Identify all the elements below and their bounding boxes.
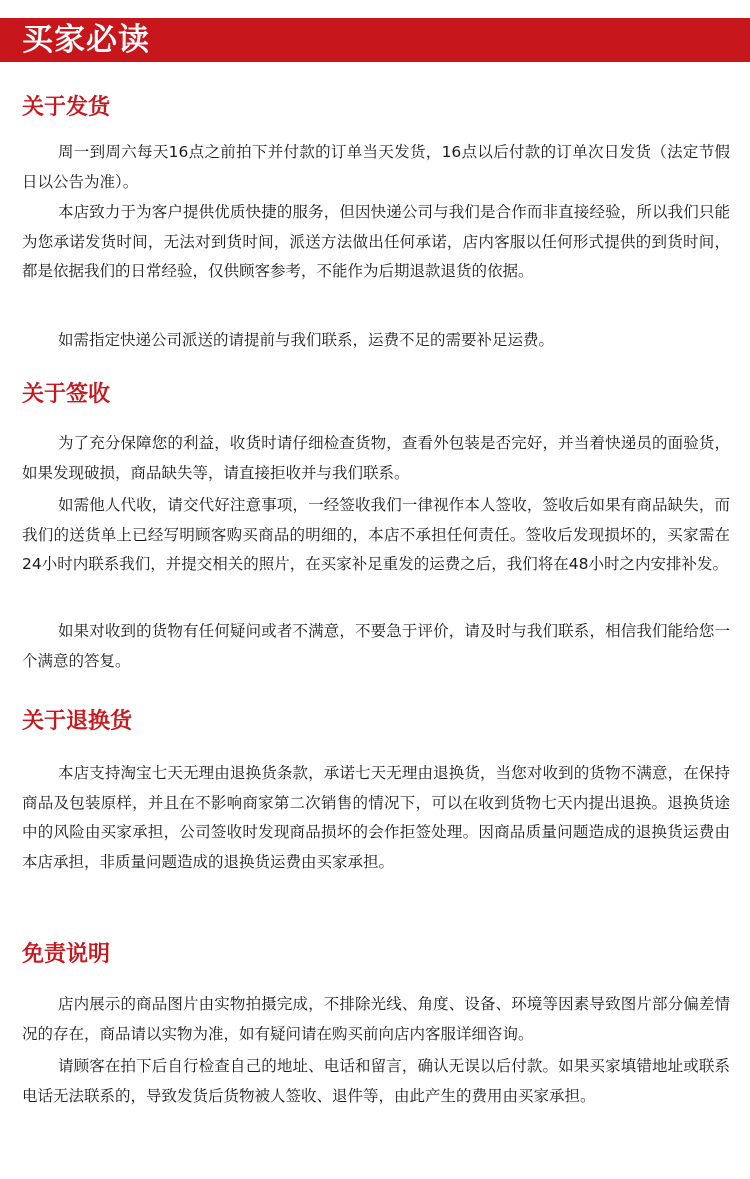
section-heading: 关于退换货 — [22, 709, 133, 734]
paragraph: 周一到周六每天16点之前拍下并付款的订单当天发货，16点以后付款的订单次日发货（法定节假日以公告为准）。 — [22, 143, 730, 191]
paragraph: 请顾客在拍下后自行检查自己的地址、电话和留言，确认无误以后付款。如果买家填错地址或联系电话无法联系的，导致发货后货物被人签收、退件等，由此产生的费用由买家承担。 — [22, 1057, 730, 1105]
section-heading: 关于签收 — [22, 382, 111, 407]
page-title: 买家必读 — [22, 22, 150, 58]
paragraph: 如需指定快递公司派送的请提前与我们联系，运费不足的需要补足运费。 — [58, 331, 555, 349]
paragraph: 店内展示的商品图片由实物拍摄完成，不排除光线、角度、设备、环境等因素导致图片部分偏差情况的存在，商品请以实物为准，如有疑问请在购买前向店内客服详细咨询。 — [22, 995, 730, 1043]
paragraph: 本店致力于为客户提供优质快捷的服务，但因快递公司与我们是合作而非直接经验，所以我们只能为您承诺发货时间，无法对到货时间，派送方法做出任何承诺，店内客服以任何形式提供的到货时间，都是依据我们的日常经验，仅供顾客参考，不能作为后期退款退货的依据。 — [22, 203, 730, 280]
section-heading: 免责说明 — [22, 942, 111, 967]
header-banner — [0, 18, 750, 62]
paragraph: 为了充分保障您的利益，收货时请仔细检查货物，查看外包装是否完好，并当着快递员的面验货，如果发现破损，商品缺失等，请直接拒收并与我们联系。 — [22, 434, 730, 482]
paragraph: 如需他人代收，请交代好注意事项，一经签收我们一律视作本人签收，签收后如果有商品缺失，而我们的送货单上已经写明顾客购买商品的明细的，本店不承担任何责任。签收后发现损坏的，买家需在24小时内联系我们，并提交相关的照片，在买家补足重发的运费之后，我们将在48小时之内安排补发。 — [22, 496, 730, 573]
paragraph: 本店支持淘宝七天无理由退换货条款，承诺七天无理由退换货，当您对收到的货物不满意，在保持商品及包装原样，并且在不影响商家第二次销售的情况下，可以在收到货物七天内提出退换。退换货途中的风险由买家承担，公司签收时发现商品损坏的会作拒签处理。因商品质量问题造成的退换货运费由本店承担，非质量问题造成的退换货运费由买家承担。 — [22, 764, 730, 871]
paragraph: 如果对收到的货物有任何疑问或者不满意，不要急于评价，请及时与我们联系，相信我们能给您一个满意的答复。 — [22, 622, 730, 670]
section-heading: 关于发货 — [22, 95, 111, 120]
